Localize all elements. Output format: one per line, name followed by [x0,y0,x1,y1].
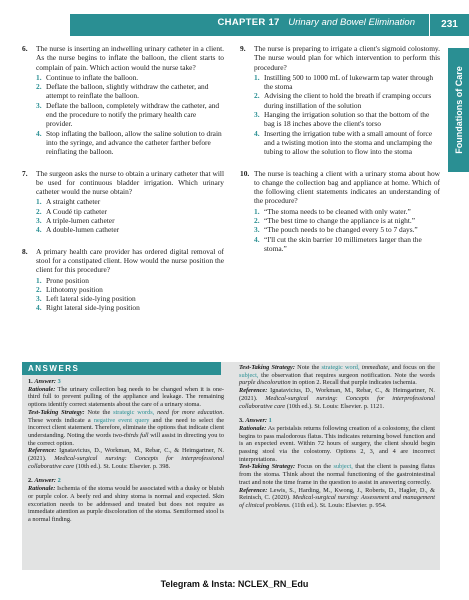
answers-heading: ANSWERS [28,364,80,373]
option-number: 4. [36,303,42,313]
question-number: 8. [22,246,28,256]
rationale [28,485,224,524]
option-number: 4. [254,234,260,244]
option-number: 4. [36,225,42,235]
option-number: 1. [254,72,260,82]
option-number: 2. [254,91,260,101]
chapter-label: CHAPTER 17 [217,17,280,28]
answer-line [28,378,224,386]
test-taking-strategy [239,463,435,486]
option-number: 3. [36,100,42,110]
strategy-text: Focus on the [297,463,332,471]
answer-label: Answer: [34,378,57,385]
option-text: “I'll cut the skin barrier 10 millimeters larger than the stoma.” [264,234,422,253]
option-text: Instilling 500 to 1000 mL of lukewarm tap water through the stoma [264,72,434,92]
option-number: 3. [36,294,42,304]
answer-line [239,417,435,425]
answer-value: 2 [57,477,61,485]
question [240,169,440,254]
question-stem: The nurse is preparing to irrigate a client's sigmoid colostomy. The nurse would plan for which intervention to perform this procedure? [254,44,440,72]
running-head [218,17,416,28]
question-number: 6. [22,44,28,53]
option [36,285,224,294]
option-text: Prone position [46,275,89,285]
option-text: A triple-lumen catheter [46,216,115,226]
question-stem: The surgeon asks the nurse to obtain a urinary catheter that will be used for continuous bladder irrigation. Which urinary catheter would the nurse obtain? [36,168,224,197]
option [36,294,224,303]
option-list [254,73,440,157]
page-number: 231 [430,14,469,36]
option [254,225,440,234]
strategy-text: Note the [87,408,111,416]
footer-watermark: Telegram & Insta: NCLEX_RN_Edu [160,579,309,589]
option [254,91,440,110]
strategy-text: the observation that requires surgeon notification. Note the words [261,371,435,379]
reference-text: Ignatavicius, D., Workman, M., Rebar, C., & Heimgartner, N. (2021). [239,387,435,402]
option [254,73,440,92]
section-side-tab [448,48,469,172]
strategy-keyword: strategic words, [113,408,155,416]
option [254,216,440,225]
option-number: 2. [36,284,42,294]
strategy-emphasis: two-thirds full [112,431,149,439]
spacer [239,410,435,417]
option-number: 2. [36,206,42,216]
question-number: 10. [240,168,250,178]
page-header [0,0,469,40]
option [36,73,224,82]
question-number: 7. [22,168,28,178]
questions-column-right [240,44,440,265]
test-taking-strategy [239,364,435,387]
answer-line [28,477,224,485]
rationale-label: Rationale: [28,485,56,493]
option-number: 4. [36,128,42,138]
option-text: A double-lumen catheter [46,225,120,235]
answer-label: Answer: [245,417,268,425]
strategy-text: Note the [297,364,320,371]
question-stem: A primary health care provider has ordered digital removal of stool for a constipated client. How would the nurse position the client for this procedure? [36,246,224,275]
answers-column-left [28,378,224,524]
strategy-text: in option 2. Recall that purple indicates ischemia. [292,379,417,387]
option [36,101,224,129]
strategy-emphasis: need for more education. [157,408,225,416]
strategy-emphasis: immediate, [361,364,390,371]
strategy-keyword: negative event query [93,416,150,424]
option-text: Advising the client to hold the breath if cramping occurs during instillation of the solution [264,91,432,110]
reference-title: Medical-surgical nursing: Assessment and management of clinical problems. [239,494,435,509]
strategy-text: that the client is passing flatus from the stoma. Think about the normal functioning of the gastrointestinal tract and note the time frame in the question to assist in answering correctly. [239,463,436,486]
answer-number: 2. [28,477,33,485]
rationale-text: The urinary collection bag needs to be changed when it is one-third full to prevent pulling of the appliance and leakage. The remaining options identify correct statements about the care of a urinary stoma. [28,385,224,409]
option [36,276,224,285]
answer-number: 3. [239,417,244,425]
reference [28,447,224,470]
option-number: 2. [254,216,260,226]
option-list [36,276,224,313]
question [22,44,224,157]
option-number: 3. [254,110,260,120]
option-text: Continue to inflate the balloon. [46,72,139,82]
option-list [36,197,224,234]
reference-label: Reference: [239,486,268,494]
option-text: A straight catheter [46,197,101,207]
reference-text: Ignatavicius, D., Workman, M., Rebar, C., & Heimgartner, N. (2021). [28,447,224,463]
spacer [28,470,224,477]
option-number: 1. [36,72,42,82]
strategy-label: Test-Taking Strategy: [28,408,85,416]
strategy-label: Test-Taking Strategy: [239,463,296,471]
option-text: Lithotomy position [46,284,103,294]
option-number: 1. [36,275,42,285]
option-list [254,207,440,253]
test-taking-strategy [28,409,224,448]
option-text: Stop inflating the balloon, allow the saline solution to drain into the syringe, and advance the catheter farther before reinflating the balloon. [46,128,222,157]
option-list [36,73,224,157]
section-side-tab-label: Foundations of Care [453,66,464,154]
option-text: Inserting the irrigation tube with a small amount of force and a twisting motion into the stoma and unclamping the tubing to allow the solution to flow into the stoma [264,128,433,157]
answer-number: 1. [28,378,33,385]
option-text: “The pouch needs to be changed every 5 to 7 days.” [264,225,418,235]
reference [239,387,435,410]
questions-column-left [22,44,224,325]
question [240,44,440,157]
strategy-keyword: strategic word, [321,364,360,371]
chapter-title: Urinary and Bowel Elimination [288,17,415,28]
option [36,303,224,312]
rationale-label: Rationale: [28,385,56,393]
option-text: Right lateral side-lying position [46,303,140,313]
option-number: 4. [254,128,260,138]
option-number: 3. [254,225,260,235]
option-text: Deflate the balloon, completely withdraw the catheter, and end the procedure to notify the primary health care provider. [46,100,220,129]
answer-value: 3 [57,378,61,385]
rationale [28,386,224,409]
strategy-keyword: subject, [239,371,259,379]
strategy-text: will assist in directing you to the correct option. [28,431,224,447]
option [36,207,224,216]
strategy-text: and focus on the [391,364,436,371]
reference-text: (11th ed.). St. Louis: Elsevier. p. 954. [292,501,387,509]
answers-heading-bar [22,362,221,375]
option [36,216,224,225]
answers-box [22,362,440,570]
rationale-label: Rationale: [239,424,267,432]
option-text: “The stoma needs to be cleaned with only water.” [264,206,411,216]
option-text: “The best time to change the appliance is at night.” [264,216,416,226]
option [36,197,224,206]
option [36,82,224,101]
option-number: 2. [36,82,42,92]
rationale [239,425,435,464]
answers-column-right [239,364,435,510]
option-text: Deflate the balloon, slightly withdraw the catheter, and attempt to reinflate the balloon. [46,82,209,101]
reference-text: (10th ed.). St. Louis: Elsevier. p. 1121. [286,402,385,410]
question-stem: The nurse is teaching a client with a urinary stoma about how to change the collection bag and appliance at home. Which of the following client statements indicates an understanding of the procedure? [254,168,440,206]
strategy-text: and the need to select the incorrect client statement. Therefore, eliminate the options that indicate client understanding. Noting the words [28,416,225,439]
rationale-text: As peristalsis returns following creation of a colostomy, the client begins to pass malodorous flatus. This indicates returning bowel function and is an expected event. Within 72 hours of surgery, the client should begin passing stool via the colostomy. Options 2, 3, and 4 are incorrect interpretations. [239,424,435,463]
reference [239,487,435,510]
answer-label: Answer: [34,477,57,485]
reference-title: Medical-surgical nursing: Concepts for interprofessional collaborative care [28,455,224,470]
option [36,225,224,234]
question [22,169,224,235]
strategy-emphasis: purple discoloration [239,379,291,387]
reference-text: Lewis, S., Harding, M., Kwong, J., Roberts, D., Hagler, D., & Reinisch, C. (2020). [239,486,435,502]
rationale-text: Ischemia of the stoma would be associated with a dusky or bluish or purple color. A beefy red and shiny stoma is normal and expected. Skin excoriation needs to be addressed and treated but does not require as immediate attention as purple discoloration of the stoma. Semiformed stool is a normal finding. [28,485,224,523]
option-text: Hanging the irrigation solution so that the bottom of the bag is 18 inches above the client's torso [264,110,430,129]
reference-label: Reference: [28,447,57,455]
option [254,235,440,254]
option-number: 1. [36,197,42,207]
strategy-label: Test-Taking Strategy: [239,364,295,371]
reference-label: Reference: [239,387,268,395]
question-number: 9. [240,44,246,53]
option [254,129,440,157]
option [254,207,440,216]
question-stem: The nurse is inserting an indwelling urinary catheter in a client. As the nurse begins to inflate the balloon, the client starts to complain of pain. Which action would the nurse take? [36,44,224,72]
answer-value: 1 [268,417,272,425]
strategy-keyword: subject, [333,463,353,471]
question [22,247,224,313]
option-text: A Coudé tip catheter [46,206,107,216]
option-number: 1. [254,206,260,216]
option [254,110,440,129]
option [36,129,224,157]
option-text: Left lateral side-lying position [46,294,136,304]
strategy-text: These words indicate a [28,416,91,424]
reference-text: (10th ed.). St. Louis: Elsevier. p. 398. [75,462,171,470]
option-number: 3. [36,216,42,226]
reference-title: Medical-surgical nursing: Concepts for interprofessional collaborative care [239,394,435,410]
